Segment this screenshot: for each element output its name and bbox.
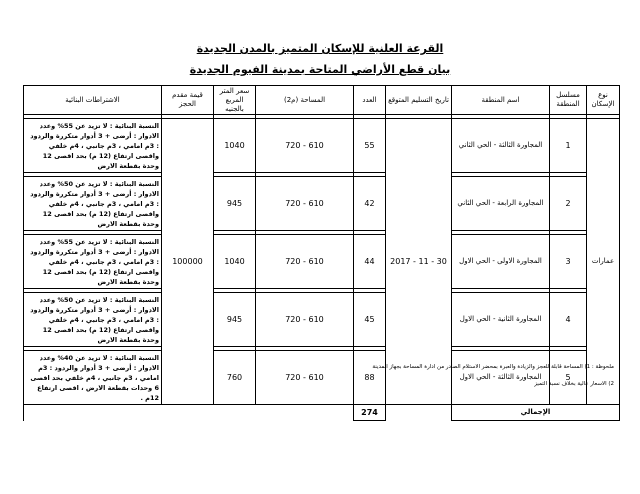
page-subtitle: بيان قطع الأراضي المتاحة بمدينة الفيوم الجديدة: [189, 63, 451, 76]
table-row: [24, 293, 620, 347]
price-cell: 945: [214, 293, 256, 347]
table-row: [24, 119, 620, 173]
delivery-cell: 30 - 11 - 2017: [386, 119, 452, 405]
area-cell: 610 - 720: [256, 177, 354, 231]
count-cell: 88: [354, 351, 386, 405]
seq-cell: 4: [550, 293, 587, 347]
region-cell: المجاورة الثالثة - الحي الاول: [452, 351, 550, 405]
total-count: 274: [354, 405, 386, 421]
conditions-cell: النسبة البنائية : لا تزيد عن 50% وعدد الادوار : أرضى + 3 أدوار متكررة والردود : 3م امامي ، 3م جانبي ، 4م خلفي واقصى ارتفاع (12 م) بحد اقصى 12 وحدة بقطعة الارض: [24, 177, 162, 231]
region-cell: المجاورة الاولى - الحي الاول: [452, 235, 550, 289]
type-cell: عمارات: [587, 119, 620, 405]
total-row: [24, 405, 620, 421]
region-cell: المجاورة الرابعة - الحي الثاني: [452, 177, 550, 231]
note-2: 2) الاسعار عالية بخلاف نسبة التميز: [534, 381, 614, 387]
deposit-cell: 100000: [162, 119, 214, 405]
seq-cell: 2: [550, 177, 587, 231]
header-area: المساحة (م2): [256, 86, 354, 115]
total-label: الإجمالي: [452, 405, 620, 421]
header-region: اسم المنطقة: [452, 86, 550, 115]
header-deposit: قيمة مقدم الحجز: [162, 86, 214, 115]
conditions-cell: النسبة البنائية : لا تزيد عن 55% وعدد الادوار : أرضى + 3 أدوار متكررة والردود : 3م امامي ، 3م جانبي ، 4م خلفي واقصى ارتفاع (12 م) بحد اقصى 12 وحدة بقطعة الارض: [24, 235, 162, 289]
seq-cell: 5: [550, 351, 587, 405]
count-cell: 45: [354, 293, 386, 347]
area-cell: 610 - 720: [256, 351, 354, 405]
table-row: [24, 177, 620, 231]
header-row: [24, 86, 620, 115]
header-conditions: الاشتراطات البنائية: [24, 86, 162, 115]
area-cell: 610 - 720: [256, 235, 354, 289]
area-cell: 610 - 720: [256, 119, 354, 173]
price-cell: 760: [214, 351, 256, 405]
conditions-cell: النسبة البنائية : لا تزيد عن 50% وعدد الادوار : أرضى + 3 أدوار متكررة والردود : 3م امامي ، 3م جانبي ، 4م خلفي واقصى ارتفاع (12 م) بحد اقصى 12 وحدة بقطعة الارض: [24, 293, 162, 347]
page-title: القرعة العلنية للإسكان المتميز بالمدن الجديدة: [196, 42, 444, 55]
count-cell: 42: [354, 177, 386, 231]
seq-cell: 1: [550, 119, 587, 173]
count-cell: 55: [354, 119, 386, 173]
seq-cell: 3: [550, 235, 587, 289]
note-1: ملحوظة : 1) المساحة قابلة للعجز والزيادة والعبرة بمحضر الاستلام الصادر من ادارة المساحة بجهاز المدينة: [372, 364, 614, 370]
land-plots-table: [23, 85, 620, 421]
conditions-cell: النسبة البنائية : لا تزيد عن 55% وعدد الادوار : أرضى + 3 أدوار متكررة والردود : 3م امامي ، 3م جانبي ، 4م خلفي واقصى ارتفاع (12 م) بحد اقصى 12 وحدة بقطعة الارض: [24, 119, 162, 173]
header-seq: مسلسل المنطقة: [550, 86, 587, 115]
region-cell: المجاورة الثالثة - الحي الثاني: [452, 119, 550, 173]
region-cell: المجاورة الثانية - الحي الاول: [452, 293, 550, 347]
header-type: نوع الإسكان: [587, 86, 620, 115]
header-count: العدد: [354, 86, 386, 115]
table-row: [24, 235, 620, 289]
price-cell: 1040: [214, 119, 256, 173]
header-delivery: تاريخ التسليم المتوقع: [386, 86, 452, 115]
price-cell: 945: [214, 177, 256, 231]
table-row: [24, 351, 620, 405]
area-cell: 610 - 720: [256, 293, 354, 347]
price-cell: 1040: [214, 235, 256, 289]
header-price: سعر المتر المربع بالجنيه: [214, 86, 256, 115]
conditions-cell: النسبة البنائية : لا تزيد عن 40% وعدد الادوار : أرضى + 3 أدوار والردود : 3م امامي ، 3م جانبي ، 4م خلفي بحد اقصى 6 وحدات بقطعة الارض ، اقصى ارتفاع 12م .: [24, 351, 162, 405]
count-cell: 44: [354, 235, 386, 289]
